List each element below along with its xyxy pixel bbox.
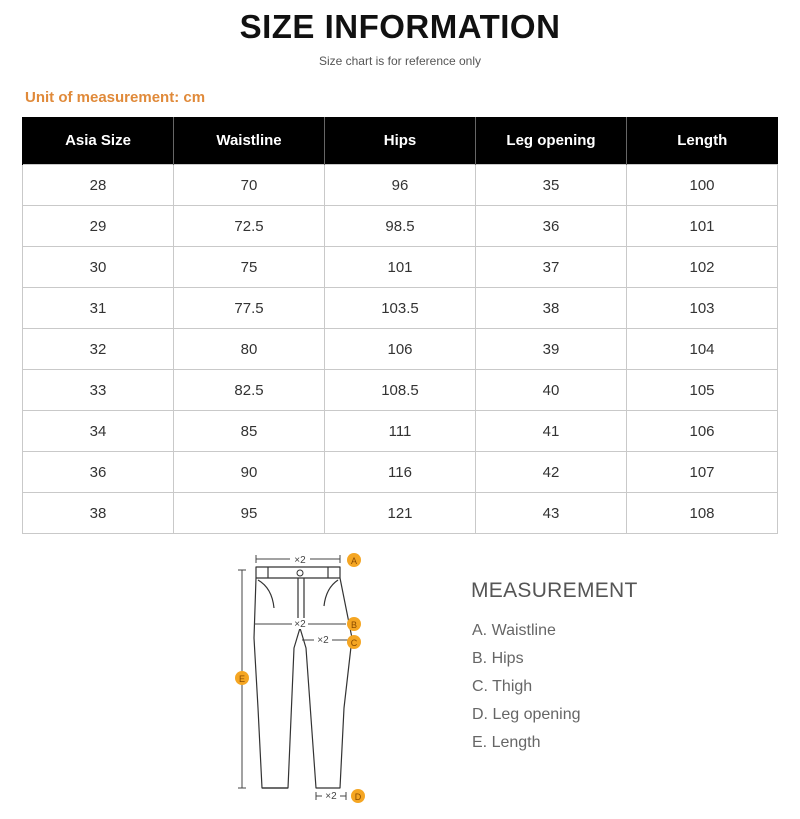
marker-d-label: D [354,792,362,802]
waist-multiplier: ×2 [294,555,306,566]
table-cell: 35 [476,165,627,206]
table-cell: 36 [23,452,174,493]
table-cell: 31 [23,288,174,329]
column-header: Hips [325,117,476,165]
table-cell: 116 [325,452,476,493]
table-cell: 32 [23,329,174,370]
table-cell: 101 [325,247,476,288]
table-cell: 30 [23,247,174,288]
table-cell: 40 [476,370,627,411]
column-header: Leg opening [476,117,627,165]
table-cell: 96 [325,165,476,206]
table-row [23,493,778,534]
unit-label: Unit of measurement: cm [25,89,206,106]
measurement-item: E. Length [472,734,541,751]
thigh-multiplier: ×2 [317,635,329,646]
table-cell: 42 [476,452,627,493]
measurement-title: MEASUREMENT [471,579,638,602]
table-cell: 106 [627,411,778,452]
table-cell: 82.5 [174,370,325,411]
table-cell: 104 [627,329,778,370]
table-cell: 107 [627,452,778,493]
table-cell: 39 [476,329,627,370]
column-header: Waistline [174,117,325,165]
table-cell: 108.5 [325,370,476,411]
table-row [23,247,778,288]
size-table [22,117,778,534]
table-cell: 98.5 [325,206,476,247]
table-cell: 85 [174,411,325,452]
table-cell: 103 [627,288,778,329]
table-cell: 36 [476,206,627,247]
table-row [23,370,778,411]
table-row [23,165,778,206]
table-cell: 103.5 [325,288,476,329]
table-body [23,165,778,534]
table-cell: 80 [174,329,325,370]
column-header: Asia Size [23,117,174,165]
measurement-item: A. Waistline [472,622,556,639]
table-cell: 111 [325,411,476,452]
table-header-row [23,117,778,165]
table-cell: 29 [23,206,174,247]
marker-c-label: C [350,638,358,648]
table-row [23,288,778,329]
table-cell: 38 [476,288,627,329]
table-cell: 77.5 [174,288,325,329]
table-cell: 102 [627,247,778,288]
marker-a-label: A [350,556,358,566]
table-cell: 121 [325,493,476,534]
marker-e-label: E [238,674,246,684]
table-cell: 41 [476,411,627,452]
table-cell: 28 [23,165,174,206]
marker-b-label: B [350,620,358,630]
page-title: SIZE INFORMATION [239,8,561,45]
leg-opening-multiplier: ×2 [325,791,337,802]
table-cell: 38 [23,493,174,534]
table-cell: 101 [627,206,778,247]
measurement-list [472,620,581,760]
table-cell: 105 [627,370,778,411]
table-cell: 95 [174,493,325,534]
table-row [23,329,778,370]
table-cell: 43 [476,493,627,534]
pants-outline [254,567,352,788]
measurement-item: C. Thigh [472,678,533,695]
table-cell: 72.5 [174,206,325,247]
table-row [23,411,778,452]
table-cell: 33 [23,370,174,411]
table-row [23,452,778,493]
measurement-item: D. Leg opening [472,706,581,723]
table-cell: 37 [476,247,627,288]
button-icon [297,570,303,576]
column-header: Length [627,117,778,165]
page-subtitle: Size chart is for reference only [318,54,482,68]
table-cell: 34 [23,411,174,452]
table-cell: 108 [627,493,778,534]
measurement-item: B. Hips [472,650,524,667]
table-cell: 75 [174,247,325,288]
table-row [23,206,778,247]
table-cell: 90 [174,452,325,493]
table-cell: 106 [325,329,476,370]
pants-diagram [228,548,378,810]
hips-multiplier: ×2 [294,619,306,630]
table-cell: 100 [627,165,778,206]
table-cell: 70 [174,165,325,206]
